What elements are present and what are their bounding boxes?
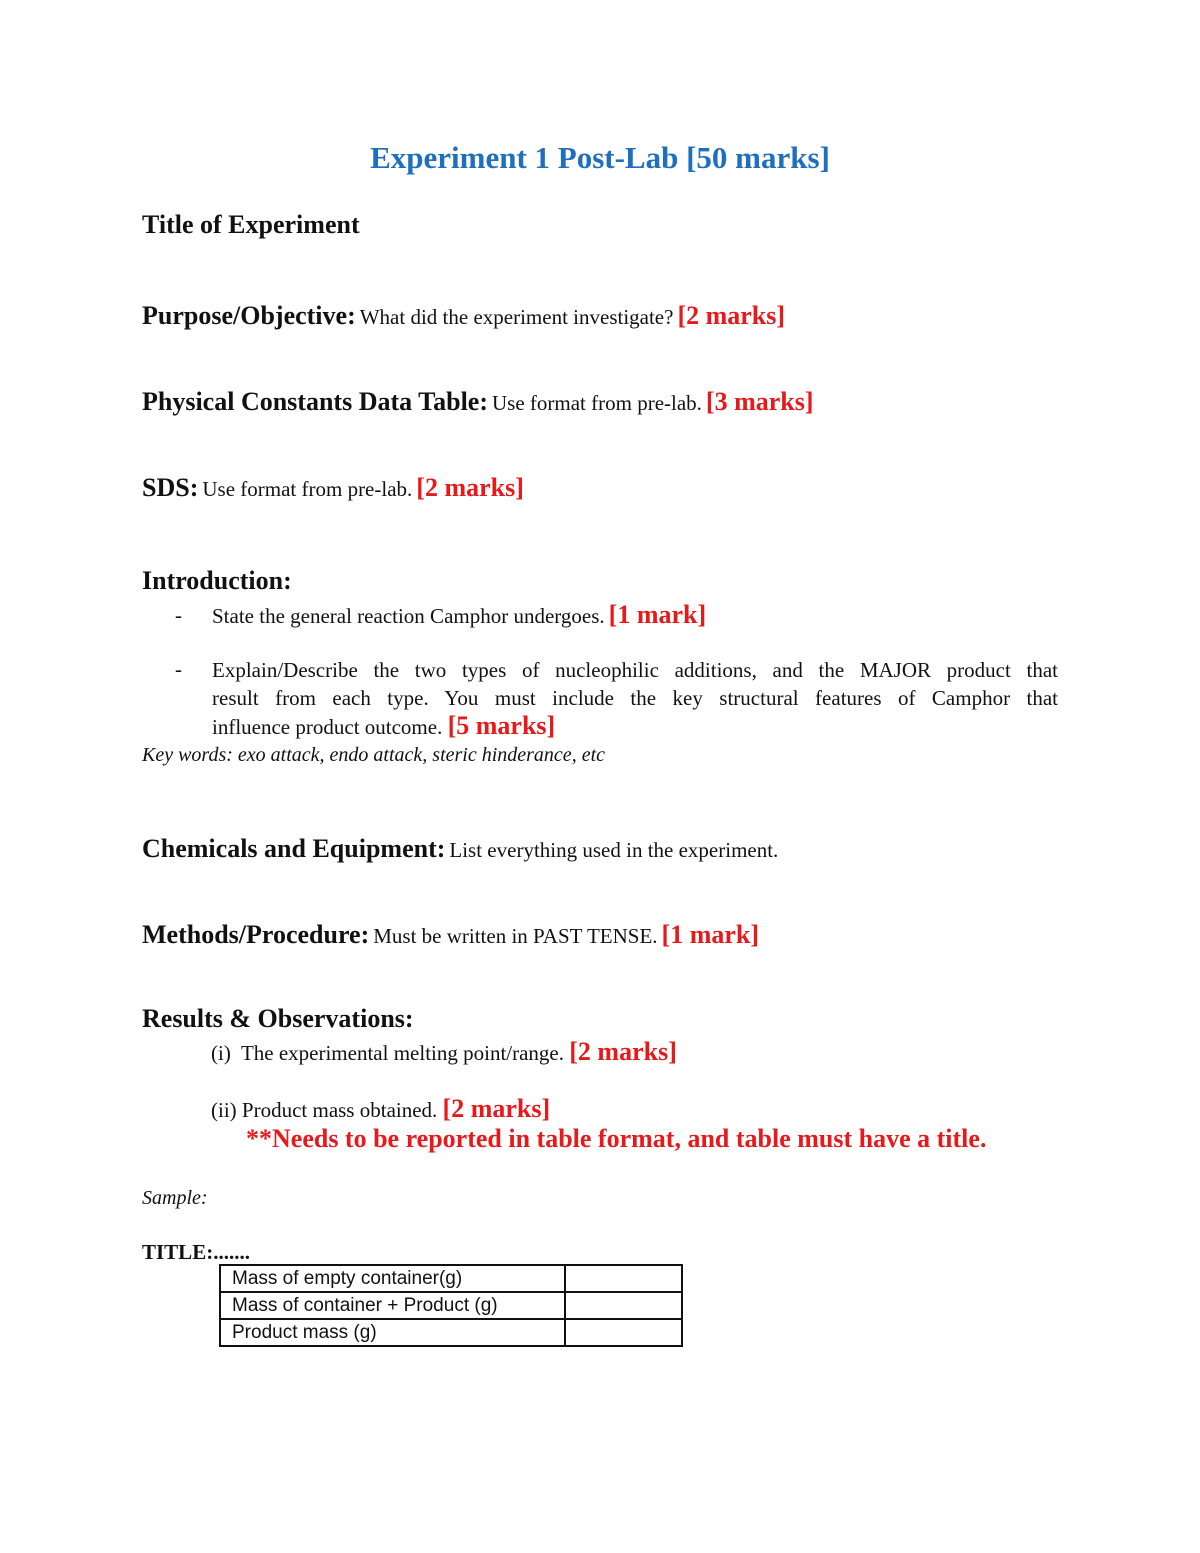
sample-table-title: TITLE:....... bbox=[142, 1240, 250, 1264]
sample-label: Sample: bbox=[142, 1187, 208, 1209]
purpose-description: What did the experiment investigate? bbox=[359, 305, 674, 329]
physical-constants-heading: Physical Constants Data Table: bbox=[142, 387, 488, 416]
table-cell-value bbox=[565, 1292, 682, 1319]
table-cell-value bbox=[565, 1319, 682, 1346]
sample-table bbox=[219, 1264, 683, 1347]
methods-heading: Methods/Procedure: bbox=[142, 920, 370, 949]
physical-constants-section bbox=[142, 387, 814, 417]
chemicals-heading: Chemicals and Equipment: bbox=[142, 834, 446, 863]
bullet-2-line-2: result from each type. You must include the key structural features of Camphor that bbox=[212, 686, 1058, 710]
bullet-marker: - bbox=[175, 657, 182, 681]
results-item-1-label: (i) The experimental melting point/range. bbox=[211, 1041, 565, 1065]
results-item-2-marks: [2 marks] bbox=[442, 1094, 551, 1123]
chemicals-description: List everything used in the experiment. bbox=[449, 838, 779, 862]
sds-heading: SDS: bbox=[142, 473, 199, 502]
physical-constants-marks: [3 marks] bbox=[705, 387, 814, 416]
bullet-2-marks: [5 marks] bbox=[447, 711, 556, 740]
bullet-1-marks: [1 mark] bbox=[608, 600, 707, 629]
results-heading: Results & Observations: bbox=[142, 1004, 414, 1033]
methods-description: Must be written in PAST TENSE. bbox=[373, 924, 658, 948]
methods-marks: [1 mark] bbox=[661, 920, 760, 949]
title-of-experiment-heading: Title of Experiment bbox=[142, 210, 360, 239]
introduction-heading: Introduction: bbox=[142, 566, 292, 595]
results-item-1 bbox=[211, 1037, 677, 1067]
bullet-marker: - bbox=[175, 603, 182, 627]
results-item-2 bbox=[211, 1094, 550, 1124]
bullet-2-line-3: influence product outcome. bbox=[212, 715, 443, 739]
introduction-bullet-2 bbox=[212, 656, 1058, 741]
introduction-bullet-1 bbox=[212, 600, 706, 630]
table-cell-value bbox=[565, 1265, 682, 1292]
sds-section bbox=[142, 473, 524, 503]
chemicals-section bbox=[142, 834, 778, 864]
results-note: **Needs to be reported in table format, and table must have a title. bbox=[246, 1124, 987, 1153]
bullet-2-line-1: Explain/Describe the two types of nucleophilic additions, and the MAJOR product that bbox=[212, 658, 1058, 682]
purpose-section bbox=[142, 301, 785, 331]
bullet-1-text: State the general reaction Camphor undergoes. bbox=[212, 604, 605, 628]
results-item-2-label: (ii) Product mass obtained. bbox=[211, 1098, 438, 1122]
purpose-heading: Purpose/Objective: bbox=[142, 301, 356, 330]
sds-description: Use format from pre-lab. bbox=[202, 477, 413, 501]
table-row bbox=[220, 1319, 682, 1346]
table-cell-label: Product mass (g) bbox=[220, 1319, 565, 1346]
table-cell-label: Mass of container + Product (g) bbox=[220, 1292, 565, 1319]
introduction-keywords: Key words: exo attack, endo attack, steric hinderance, etc bbox=[142, 744, 605, 766]
table-cell-label: Mass of empty container(g) bbox=[220, 1265, 565, 1292]
sds-marks: [2 marks] bbox=[416, 473, 524, 502]
physical-constants-description: Use format from pre-lab. bbox=[492, 391, 702, 415]
table-row bbox=[220, 1292, 682, 1319]
results-item-1-marks: [2 marks] bbox=[569, 1037, 677, 1066]
page-title: Experiment 1 Post-Lab [50 marks] bbox=[370, 140, 830, 175]
bullet-2-line-3-wrap bbox=[212, 712, 1058, 741]
methods-section bbox=[142, 920, 759, 950]
purpose-marks: [2 marks] bbox=[677, 301, 786, 330]
table-row bbox=[220, 1265, 682, 1292]
